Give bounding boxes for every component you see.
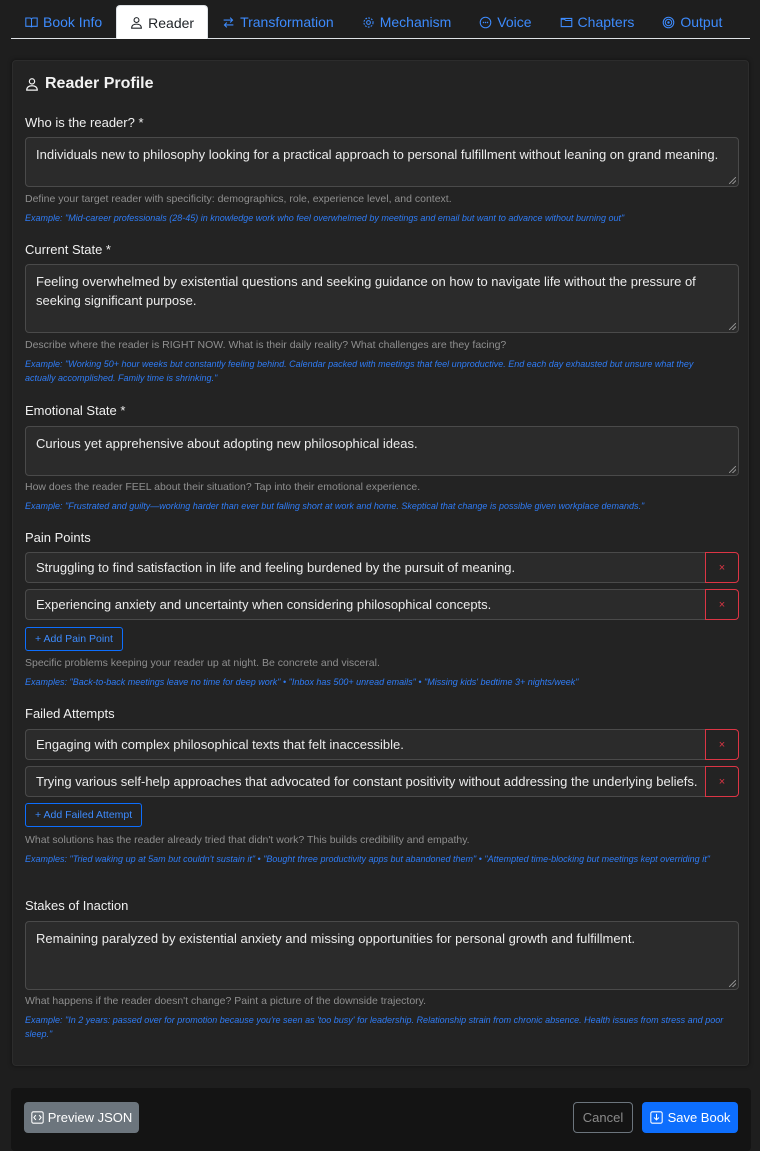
code-icon [31,1111,44,1124]
tab-reader[interactable] [116,5,208,39]
failed-attempt-row [25,729,739,760]
cancel-button[interactable]: Cancel [573,1102,633,1133]
footer-bar [11,1088,751,1151]
current-state-label: Current State * [25,242,111,257]
current-state-example: Example: "Working 50+ hour weeks but constantly feeling behind. Calendar packed with meetings that feel unproductive. End each day exhausted but unsure what they actually accomplished. Family time is shrinking." [25,359,694,383]
stakes-help: What happens if the reader doesn't change? Paint a picture of the downside trajectory. [25,995,427,1007]
chat-icon [479,16,492,29]
add-failed-attempt-button[interactable]: + Add Failed Attempt [25,803,142,827]
save-book-label: Save Book [667,1110,731,1125]
pain-points-example: Examples: "Back-to-back meetings leave no time for deep work" • "Inbox has 500+ unread emails" • "Missing kids' bedtime 3+ nights/week" [25,677,579,687]
failed-attempts-example: Examples: "Tried waking up at 5am but couldn't sustain it" • "Bought three productivity apps but abandoned them" • "Attempted time-blocking but meetings kept overriding it" [25,854,710,864]
tab-chapters[interactable] [546,5,649,38]
tab-bar [11,5,750,39]
tab-mechanism[interactable] [348,5,466,38]
save-book-button[interactable] [642,1102,738,1133]
book-icon [25,16,38,29]
card-title: Reader Profile [45,75,154,92]
who-help: Define your target reader with specificity: demographics, role, experience level, and context. [25,193,452,205]
failed-attempts-label: Failed Attempts [25,706,115,721]
pain-point-input[interactable]: Struggling to find satisfaction in life and feeling burdened by the pursuit of meaning. [25,552,705,583]
stakes-textarea[interactable]: Remaining paralyzed by existential anxiety and missing opportunities for personal growth and fulfillment. [25,921,739,990]
pain-point-row [25,589,739,620]
preview-json-button[interactable] [24,1102,139,1133]
person-icon [25,77,39,91]
pain-points-help: Specific problems keeping your reader up at night. Be concrete and visceral. [25,657,380,669]
tab-label: Reader [148,14,195,31]
tab-label: Mechanism [379,14,452,30]
who-example: Example: "Mid-career professionals (28-45) in knowledge work who feel overwhelmed by meetings and email but want to advance without burning out" [25,213,625,223]
tab-label: Book Info [43,14,103,30]
current-state-textarea[interactable]: Feeling overwhelmed by existential questions and seeking guidance on how to navigate life without the pressure of seeking significant purpose. [25,264,739,333]
who-textarea[interactable]: Individuals new to philosophy looking for a practical approach to personal fulfillment without leaning on grand meaning. [25,137,739,187]
tab-voice[interactable] [465,5,545,38]
remove-pain-point-button[interactable]: × [705,589,739,620]
arrows-swap-icon [222,16,235,29]
gear-icon [362,16,375,29]
emotional-state-textarea[interactable]: Curious yet apprehensive about adopting new philosophical ideas. [25,426,739,476]
pain-points-label: Pain Points [25,530,91,545]
tab-book-info[interactable] [11,5,116,38]
add-pain-point-button[interactable]: + Add Pain Point [25,627,123,651]
who-label: Who is the reader? * [25,115,144,130]
current-state-help: Describe where the reader is RIGHT NOW. What is their daily reality? What challenges are they facing? [25,339,507,351]
preview-json-label: Preview JSON [47,1110,133,1125]
emotional-state-example: Example: "Frustrated and guilty—working harder than ever but falling short at work and home. Skeptical that change is possible given workplace demands." [25,501,645,511]
remove-failed-attempt-button[interactable]: × [705,766,739,797]
failed-attempt-row [25,766,739,797]
tab-label: Voice [497,14,532,30]
failed-attempts-help: What solutions has the reader already tried that didn't work? This builds credibility and empathy. [25,834,470,846]
failed-attempt-input[interactable]: Engaging with complex philosophical texts that felt inaccessible. [25,729,705,760]
tab-label: Transformation [240,14,334,30]
tab-label: Chapters [577,14,635,30]
pain-point-input[interactable]: Experiencing anxiety and uncertainty when considering philosophical concepts. [25,589,705,620]
emotional-state-help: How does the reader FEEL about their situation? Tap into their emotional experience. [25,481,421,493]
tab-label: Output [680,14,723,30]
card-header [25,72,736,96]
stakes-label: Stakes of Inaction [25,898,129,913]
pain-point-row [25,552,739,583]
remove-pain-point-button[interactable]: × [705,552,739,583]
folder-icon [560,16,573,29]
emotional-state-label: Emotional State * [25,403,126,418]
target-icon [662,16,675,29]
stakes-example: Example: "In 2 years: passed over for promotion because you're seen as 'too busy' for leadership. Relationship strain from chronic absence. Health issues from stress and poor sleep." [25,1015,724,1039]
tab-output[interactable] [648,5,736,38]
failed-attempt-input[interactable]: Trying various self-help approaches that advocated for constant positivity without addressing the underlying beliefs. [25,766,705,797]
person-icon [130,16,143,29]
reader-profile-card [12,60,749,1066]
save-icon [650,1111,663,1124]
tab-transformation[interactable] [208,5,348,38]
remove-failed-attempt-button[interactable]: × [705,729,739,760]
